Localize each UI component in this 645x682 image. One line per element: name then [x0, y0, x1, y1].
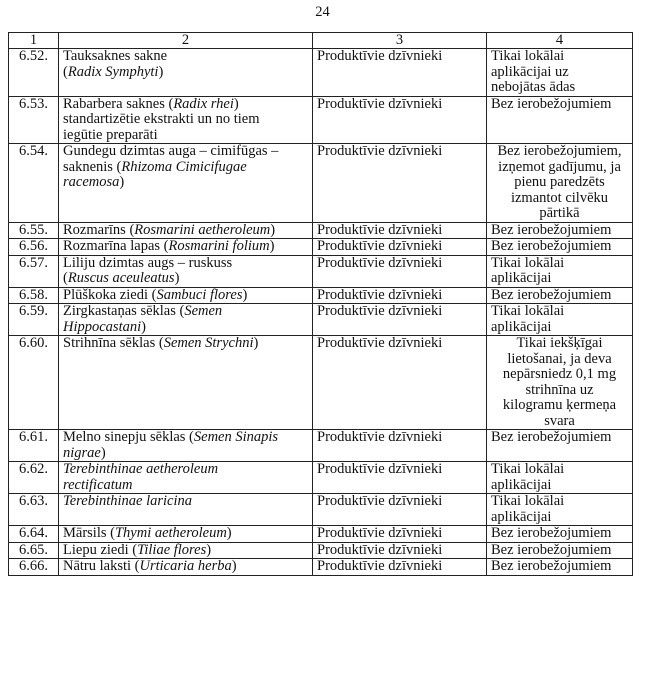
row-number: 6.64. — [9, 526, 59, 543]
table-body — [9, 49, 633, 576]
table-row — [9, 430, 633, 462]
substance-name: Terebinthinae laricina — [59, 494, 313, 526]
target-animals: Produktīvie dzīvnieki — [313, 96, 487, 144]
usage-restriction: Tikai lokālai aplikācijai uz nebojātas ādas — [487, 49, 633, 97]
usage-restriction: Bez ierobežojumiem — [487, 526, 633, 543]
row-number: 6.58. — [9, 287, 59, 304]
column-header: 3 — [313, 33, 487, 49]
substance-name: Gundegu dzimtas auga – cimifūgas – saknenis (Rhizoma Cimicifugae racemosa) — [59, 144, 313, 223]
column-header: 1 — [9, 33, 59, 49]
row-number: 6.66. — [9, 559, 59, 576]
substance-name: Liliju dzimtas augs – ruskuss (Ruscus aceuleatus) — [59, 255, 313, 287]
substance-name: Zirgkastaņas sēklas (Semen Hippocastani) — [59, 304, 313, 336]
table-row — [9, 222, 633, 239]
table-row — [9, 96, 633, 144]
target-animals: Produktīvie dzīvnieki — [313, 239, 487, 256]
usage-restriction: Tikai lokālai aplikācijai — [487, 304, 633, 336]
substance-name: Liepu ziedi (Tiliae flores) — [59, 542, 313, 559]
target-animals: Produktīvie dzīvnieki — [313, 49, 487, 97]
table-row — [9, 494, 633, 526]
substances-table — [8, 32, 633, 576]
row-number: 6.62. — [9, 462, 59, 494]
target-animals: Produktīvie dzīvnieki — [313, 222, 487, 239]
usage-restriction: Bez ierobežojumiem — [487, 542, 633, 559]
table-row — [9, 526, 633, 543]
table-row — [9, 336, 633, 430]
table-row — [9, 462, 633, 494]
row-number: 6.52. — [9, 49, 59, 97]
substance-name: Strihnīna sēklas (Semen Strychni) — [59, 336, 313, 430]
substance-name: Mārsils (Thymi aetheroleum) — [59, 526, 313, 543]
substance-name: Terebinthinae aetheroleum rectificatum — [59, 462, 313, 494]
row-number: 6.56. — [9, 239, 59, 256]
target-animals: Produktīvie dzīvnieki — [313, 430, 487, 462]
usage-restriction: Bez ierobežojumiem — [487, 222, 633, 239]
target-animals: Produktīvie dzīvnieki — [313, 542, 487, 559]
table-row — [9, 542, 633, 559]
row-number: 6.57. — [9, 255, 59, 287]
usage-restriction: Tikai iekšķīgai lietošanai, ja deva nepārsniedz 0,1 mg strihnīna uz kilogramu ķermeņa svara — [487, 336, 633, 430]
table-row — [9, 144, 633, 223]
target-animals: Produktīvie dzīvnieki — [313, 462, 487, 494]
row-number: 6.53. — [9, 96, 59, 144]
substance-name: Rozmarīns (Rosmarini aetheroleum) — [59, 222, 313, 239]
substance-name: Nātru laksti (Urticaria herba) — [59, 559, 313, 576]
table-row — [9, 304, 633, 336]
target-animals: Produktīvie dzīvnieki — [313, 287, 487, 304]
table-row — [9, 559, 633, 576]
column-header: 2 — [59, 33, 313, 49]
target-animals: Produktīvie dzīvnieki — [313, 559, 487, 576]
usage-restriction: Tikai lokālai aplikācijai — [487, 462, 633, 494]
row-number: 6.61. — [9, 430, 59, 462]
substance-name: Tauksaknes sakne (Radix Symphyti) — [59, 49, 313, 97]
table-row — [9, 239, 633, 256]
usage-restriction: Bez ierobežojumiem, izņemot gadījumu, ja pienu paredzēts izmantot cilvēku pārtikā — [487, 144, 633, 223]
row-number: 6.54. — [9, 144, 59, 223]
target-animals: Produktīvie dzīvnieki — [313, 144, 487, 223]
usage-restriction: Bez ierobežojumiem — [487, 239, 633, 256]
usage-restriction: Tikai lokālai aplikācijai — [487, 494, 633, 526]
row-number: 6.55. — [9, 222, 59, 239]
usage-restriction: Bez ierobežojumiem — [487, 96, 633, 144]
substance-name: Plūškoka ziedi (Sambuci flores) — [59, 287, 313, 304]
row-number: 6.59. — [9, 304, 59, 336]
usage-restriction: Bez ierobežojumiem — [487, 430, 633, 462]
target-animals: Produktīvie dzīvnieki — [313, 304, 487, 336]
usage-restriction: Tikai lokālai aplikācijai — [487, 255, 633, 287]
substance-name: Melno sinepju sēklas (Semen Sinapis nigrae) — [59, 430, 313, 462]
row-number: 6.63. — [9, 494, 59, 526]
page-number: 24 — [315, 4, 330, 20]
usage-restriction: Bez ierobežojumiem — [487, 559, 633, 576]
substance-name: Rozmarīna lapas (Rosmarini folium) — [59, 239, 313, 256]
row-number: 6.60. — [9, 336, 59, 430]
table-row — [9, 49, 633, 97]
substance-name: Rabarbera saknes (Radix rhei) standartizētie ekstrakti un no tiem iegūtie preparāti — [59, 96, 313, 144]
column-header: 4 — [487, 33, 633, 49]
target-animals: Produktīvie dzīvnieki — [313, 255, 487, 287]
table-header-row — [9, 33, 633, 49]
usage-restriction: Bez ierobežojumiem — [487, 287, 633, 304]
target-animals: Produktīvie dzīvnieki — [313, 526, 487, 543]
target-animals: Produktīvie dzīvnieki — [313, 336, 487, 430]
table-row — [9, 255, 633, 287]
target-animals: Produktīvie dzīvnieki — [313, 494, 487, 526]
row-number: 6.65. — [9, 542, 59, 559]
table-row — [9, 287, 633, 304]
